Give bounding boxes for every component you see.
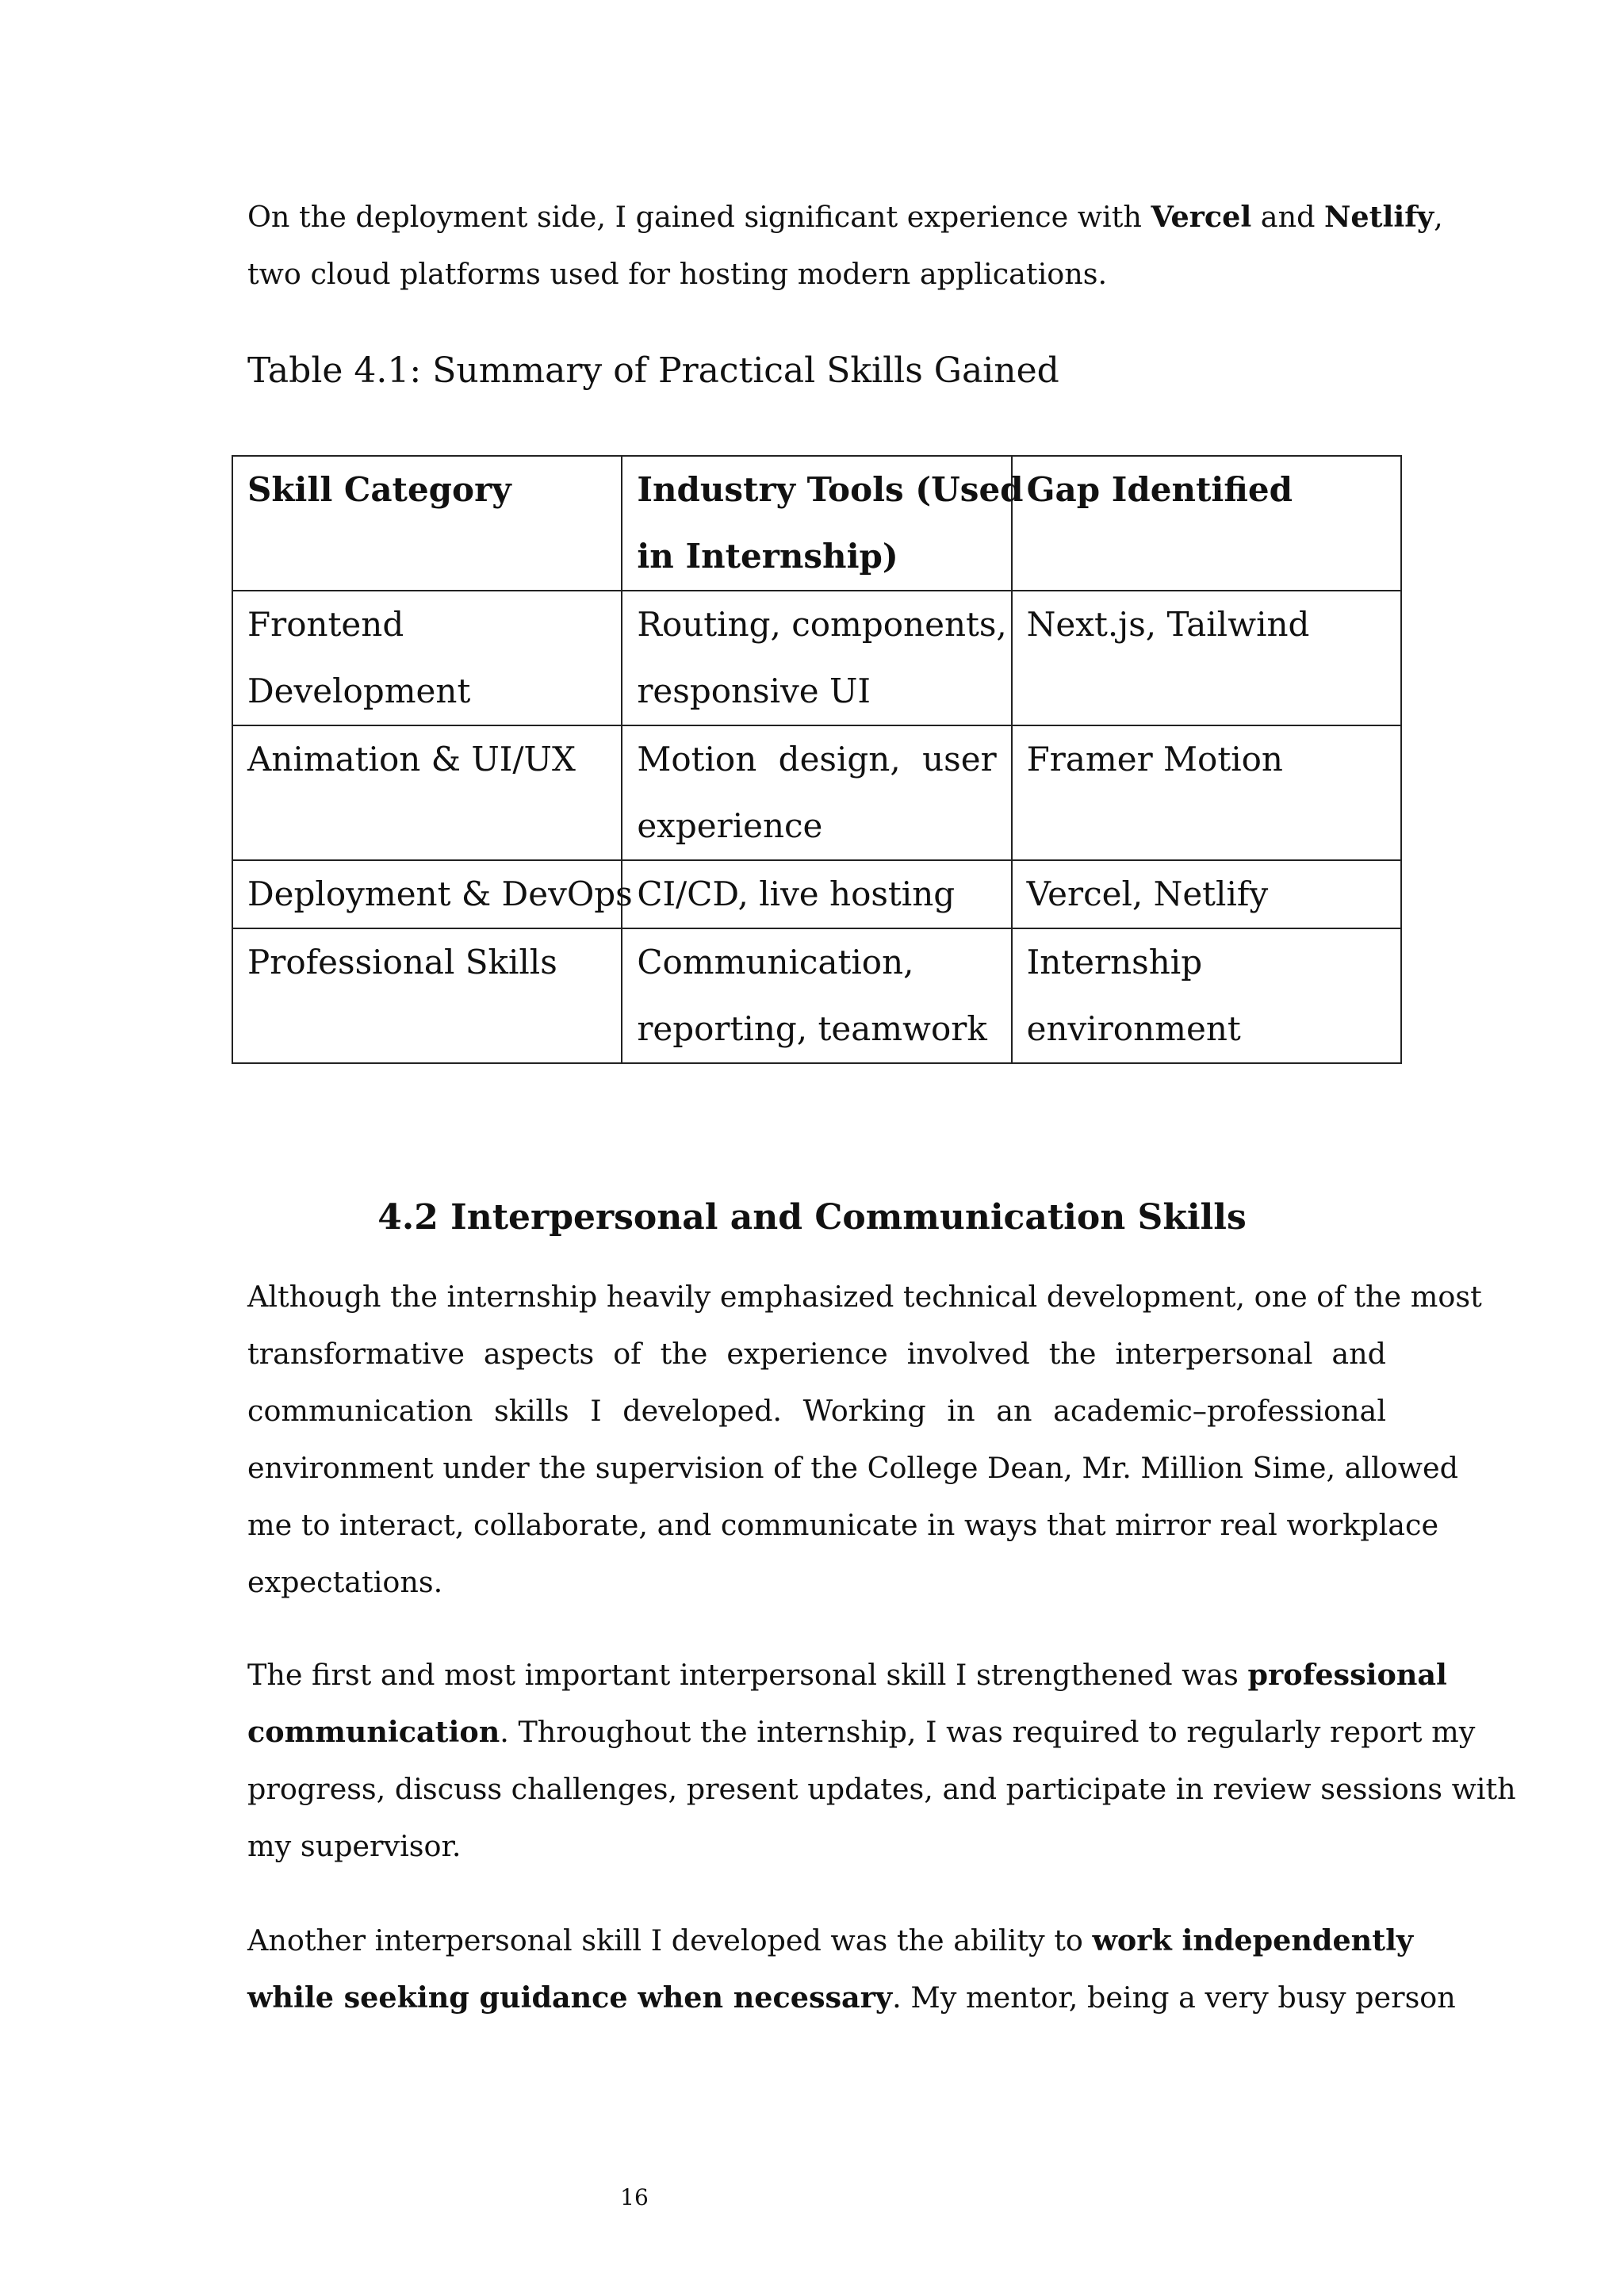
cell-tools: Motion design, user experience — [622, 725, 1011, 860]
p3-line: while seeking guidance when necessary. My mentor, being a very busy person — [247, 1980, 1456, 2015]
p2-line: communication. Throughout the internship, I was required to regularly report my — [247, 1715, 1476, 1749]
cell-tools: Communication, reporting, teamwork — [622, 928, 1011, 1063]
p1-line: transformative aspects of the experience involved the interpersonal and — [247, 1337, 1386, 1371]
cell-skill: Deployment & DevOps — [232, 860, 622, 928]
p1-line: Although the internship heavily emphasized technical development, one of the most — [247, 1280, 1482, 1314]
cell-gap: Vercel, Netlify — [1012, 860, 1401, 928]
p1-line: expectations. — [247, 1565, 443, 1599]
table-header-row — [232, 456, 1401, 591]
table-row — [232, 591, 1401, 725]
intro-paragraph — [247, 189, 1443, 303]
header-skill-category: Skill Category — [232, 456, 622, 591]
cell-gap: Internship environment — [1012, 928, 1401, 1063]
cell-tools: CI/CD, live hosting — [622, 860, 1011, 928]
cell-skill: Professional Skills — [232, 928, 622, 1063]
cell-skill: Frontend Development — [232, 591, 622, 725]
p1-line: communication skills I developed. Working in an academic–professional — [247, 1394, 1386, 1428]
communication-bold: communication — [247, 1715, 500, 1749]
p2-line: progress, discuss challenges, present updates, and participate in review sessions with — [247, 1772, 1516, 1806]
netlify-bold: Netlify — [1324, 200, 1434, 234]
work-independently-bold: work independently — [1092, 1923, 1414, 1957]
skills-table — [232, 455, 1402, 1064]
table-row — [232, 860, 1401, 928]
table-row — [232, 725, 1401, 860]
p1-line: me to interact, collaborate, and communicate in ways that mirror real workplace — [247, 1508, 1439, 1542]
header-industry-tools: Industry Tools (Used in Internship) — [622, 456, 1011, 591]
cell-skill: Animation & UI/UX — [232, 725, 622, 860]
table-row — [232, 928, 1401, 1063]
intro-line-2: two cloud platforms used for hosting modern applications. — [247, 257, 1108, 291]
page-number: 16 — [620, 2184, 649, 2210]
paragraph-1 — [247, 1269, 1482, 1611]
seeking-guidance-bold: while seeking guidance when necessary — [247, 1980, 893, 2015]
p1-line: environment under the supervision of the College Dean, Mr. Million Sime, allowed — [247, 1451, 1458, 1485]
paragraph-2 — [247, 1647, 1516, 1875]
cell-tools: Routing, components, responsive UI — [622, 591, 1011, 725]
cell-gap: Next.js, Tailwind — [1012, 591, 1401, 725]
cell-gap: Framer Motion — [1012, 725, 1401, 860]
p3-line: Another interpersonal skill I developed was the ability to work independently — [247, 1923, 1414, 1957]
table-caption: Table 4.1: Summary of Practical Skills Gained — [247, 350, 1059, 391]
p2-line: The first and most important interpersonal skill I strengthened was professional — [247, 1658, 1447, 1692]
header-gap-identified: Gap Identified — [1012, 456, 1401, 591]
p2-line: my supervisor. — [247, 1829, 462, 1863]
vercel-bold: Vercel — [1151, 200, 1252, 234]
section-heading: 4.2 Interpersonal and Communication Skills — [377, 1197, 1247, 1238]
paragraph-3 — [247, 1912, 1456, 2026]
professional-bold: professional — [1247, 1658, 1447, 1692]
intro-line-1: On the deployment side, I gained significant experience with Vercel and Netlify, — [247, 200, 1443, 234]
